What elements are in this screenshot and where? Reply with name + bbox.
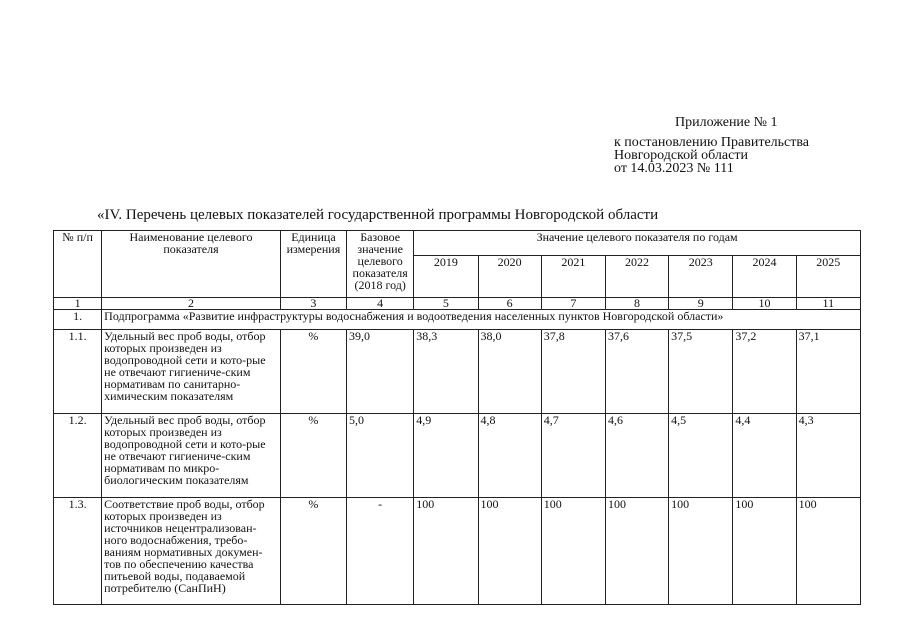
column-number: 11: [796, 298, 860, 310]
header-year: 2019: [414, 256, 478, 298]
appendix-block: [614, 116, 874, 175]
row-name: Удельный вес проб воды, отбор которых произведен из водопроводной сети и кото-рые не отвечают гигиениче-ским нормативам по санитарно-химическим показателям: [102, 330, 281, 414]
row-value: 37,5: [669, 330, 733, 414]
row-base: 39,0: [347, 330, 414, 414]
row-value: 100: [414, 498, 478, 605]
row-value: 100: [796, 498, 860, 605]
appendix-title: Приложение № 1: [675, 115, 778, 130]
subprogram-num: 1.: [54, 310, 102, 330]
header-values-group: Значение целевого показателя по годам: [414, 231, 861, 256]
row-value: 100: [478, 498, 541, 605]
column-number: 2: [102, 298, 281, 310]
subprogram-row: [54, 310, 861, 330]
row-base: 5,0: [347, 414, 414, 498]
header-year: 2020: [478, 256, 541, 298]
row-value: 4,7: [541, 414, 605, 498]
header-unit: Единица измерения: [280, 231, 346, 298]
row-value: 37,8: [541, 330, 605, 414]
header-num: № п/п: [54, 231, 102, 298]
appendix-line: от 14.03.2023 № 111: [614, 161, 734, 176]
header-name: Наименование целевого показателя: [102, 231, 281, 298]
table-title: «IV. Перечень целевых показателей государственной программы Новгородской области: [97, 207, 659, 223]
row-value: 100: [605, 498, 668, 605]
row-num: 1.2.: [54, 414, 102, 498]
column-number: 5: [414, 298, 478, 310]
column-number: 9: [669, 298, 733, 310]
column-number: 8: [605, 298, 668, 310]
row-value: 4,4: [733, 414, 796, 498]
row-unit: %: [280, 498, 346, 605]
row-value: 100: [669, 498, 733, 605]
row-value: 100: [541, 498, 605, 605]
column-number: 7: [541, 298, 605, 310]
row-name: Соответствие проб воды, отбор которых произведен из источников нецентрализован-ного водоснабжения, требо-ваниям нормативных докумен-тов по обеспечению качества питьевой воды, подаваемой потребителю (СанПиН): [102, 498, 281, 605]
row-unit: %: [280, 414, 346, 498]
row-num: 1.3.: [54, 498, 102, 605]
targets-table: [53, 230, 861, 605]
row-value: 4,5: [669, 414, 733, 498]
column-number-row: [54, 298, 861, 310]
row-value: 4,8: [478, 414, 541, 498]
header-base: Базовое значение целевого показателя (2018 год): [347, 231, 414, 298]
header-year: 2024: [733, 256, 796, 298]
row-value: 100: [733, 498, 796, 605]
column-number: 10: [733, 298, 796, 310]
row-base: -: [347, 498, 414, 605]
header-row: [54, 231, 861, 256]
row-value: 38,3: [414, 330, 478, 414]
row-value: 38,0: [478, 330, 541, 414]
row-value: 4,6: [605, 414, 668, 498]
row-value: 37,1: [796, 330, 860, 414]
appendix-line: к постановлению Правительства: [614, 135, 810, 150]
table-row: [54, 330, 861, 414]
table-row: [54, 498, 861, 605]
header-year: 2023: [669, 256, 733, 298]
row-value: 4,9: [414, 414, 478, 498]
column-number: 6: [478, 298, 541, 310]
subprogram-title: Подпрограмма «Развитие инфраструктуры водоснабжения и водоотведения населенных пунктов Новгородской области»: [102, 310, 861, 330]
header-year: 2021: [541, 256, 605, 298]
row-value: 37,6: [605, 330, 668, 414]
header-year: 2022: [605, 256, 668, 298]
row-name: Удельный вес проб воды, отбор которых произведен из водопроводной сети и кото-рые не отвечают гигиениче-ским нормативам по микро-биологическим показателям: [102, 414, 281, 498]
column-number: 3: [280, 298, 346, 310]
row-unit: %: [280, 330, 346, 414]
appendix-line: Новгородской области: [614, 148, 748, 163]
header-year: 2025: [796, 256, 860, 298]
row-value: 37,2: [733, 330, 796, 414]
column-number: 4: [347, 298, 414, 310]
row-num: 1.1.: [54, 330, 102, 414]
table-row: [54, 414, 861, 498]
column-number: 1: [54, 298, 102, 310]
row-value: 4,3: [796, 414, 860, 498]
